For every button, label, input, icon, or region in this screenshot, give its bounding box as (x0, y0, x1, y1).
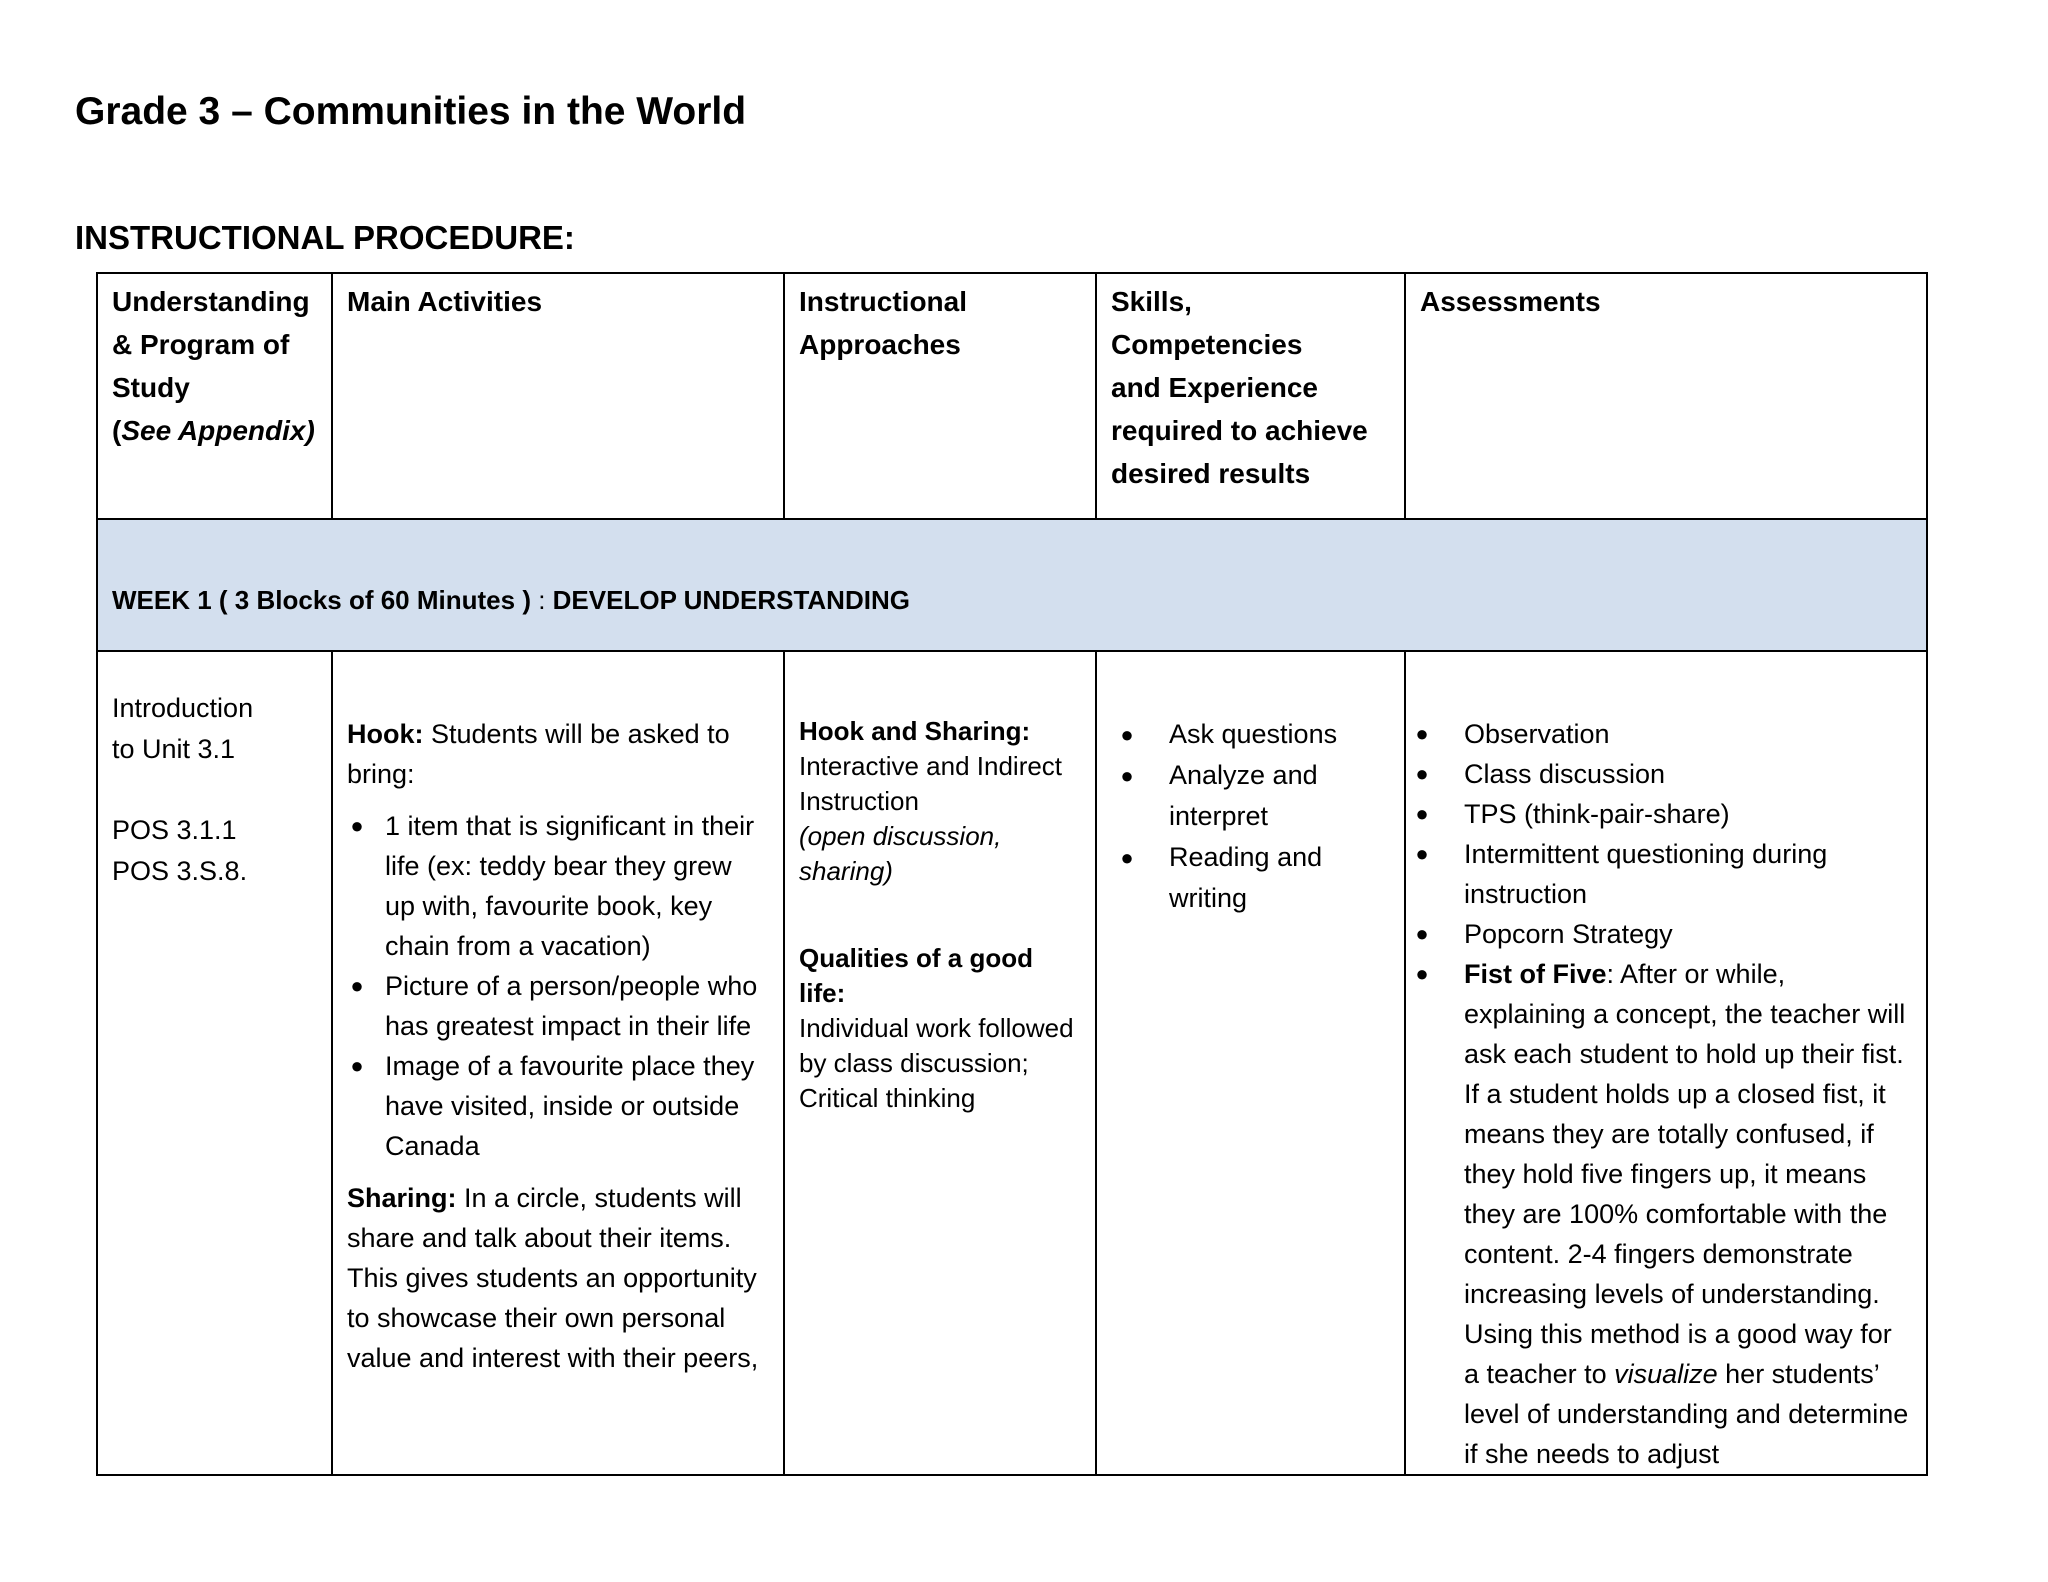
list-item (1415, 754, 1912, 794)
bullet-icon: ● (350, 1053, 364, 1078)
header-instructional-approaches (784, 273, 1096, 519)
bullet-icon: ● (1120, 722, 1134, 747)
bullet-icon: ● (1415, 721, 1429, 746)
list-item-text: Image of a favourite place they have visited, inside or outside Canada (385, 1051, 755, 1161)
list-item-text: Class discussion (1464, 759, 1666, 789)
sharing-text: In a circle, students will share and talk about their items. This gives students an opportunity to showcase their own personal value and interest with their peers, (347, 1183, 759, 1373)
appendix-paren: ( (112, 415, 122, 446)
bullet-icon: ● (350, 973, 364, 998)
header-skills-line1: Skills, Competencies (1111, 286, 1303, 360)
cell-skills (1096, 651, 1405, 1475)
week-banner (97, 519, 1927, 651)
list-item-text: 1 item that is significant in their life (ex: teddy bear they grew up with, favourite book, key chain from a vacation) (385, 811, 755, 961)
header-understanding-line1: Understanding (112, 286, 310, 317)
list-item-text: Popcorn Strategy (1464, 919, 1673, 949)
approach-title: Qualities of a good life: (799, 943, 1034, 1008)
document-title: Grade 3 – Communities in the World (75, 90, 747, 133)
list-item (1120, 755, 1394, 837)
list-item-text: Reading and writing (1169, 842, 1323, 913)
week-focus: DEVELOP UNDERSTANDING (552, 585, 910, 615)
section-heading: INSTRUCTIONAL PROCEDURE: (75, 219, 575, 256)
header-assessments-label: Assessments (1420, 286, 1601, 317)
fist-of-five-text: : After or while, explaining a concept, the teacher will ask each student to hold up their fist. If a student holds up a closed fist, it means they are totally confused, if they hold five fingers up, it means they are 100% comfortable with the content. 2-4 fingers demonstrate increasing levels of understanding. Using this method is a good way for a teacher to (1464, 959, 1906, 1389)
header-skills (1096, 273, 1405, 519)
hook-label: Hook: (347, 719, 424, 749)
hook-text: Students will be asked to bring: (347, 719, 730, 789)
hook-paragraph (347, 714, 769, 794)
header-skills-line3: required to achieve (1111, 415, 1368, 446)
header-row (97, 273, 1927, 519)
list-item (1415, 794, 1912, 834)
appendix-note: See Appendix) (121, 415, 315, 446)
header-main-activities-label: Main Activities (347, 286, 543, 317)
pos-code: POS 3.1.1 (112, 815, 237, 845)
list-item (1415, 954, 1912, 1474)
week-label: WEEK 1 ( 3 Blocks of 60 Minutes ) (112, 585, 531, 615)
header-understanding-line2: & Program of (112, 329, 290, 360)
sharing-paragraph (347, 1178, 769, 1378)
list-item-text: Picture of a person/people who has greatest impact in their life (385, 971, 758, 1041)
approach-text: Individual work followed by class discussion; Critical thinking (799, 1013, 1074, 1113)
fist-of-five-label: Fist of Five (1464, 959, 1607, 989)
header-skills-line4: desired results (1111, 458, 1311, 489)
sharing-label: Sharing: (347, 1183, 457, 1213)
list-item (350, 1046, 769, 1166)
list-item (1120, 714, 1394, 755)
list-item (1415, 834, 1912, 914)
hook-list (347, 806, 769, 1166)
cell-assessments (1405, 651, 1927, 1475)
header-main-activities (332, 273, 784, 519)
bullet-icon: ● (1415, 801, 1429, 826)
week-separator: : (530, 585, 553, 615)
approach-italic-note: (open discussion, sharing) (799, 821, 1002, 886)
header-understanding (97, 273, 332, 519)
intro-line1: Introduction (112, 693, 254, 723)
week-row (97, 519, 1927, 651)
header-understanding-appendix (112, 409, 317, 452)
bullet-icon: ● (350, 813, 364, 838)
pos-code: POS 3.S.8. (112, 856, 248, 886)
bullet-icon: ● (1415, 921, 1429, 946)
approach-title: Hook and Sharing: (799, 716, 1031, 746)
fist-of-five-italic: visualize (1614, 1359, 1718, 1389)
cell-main-activities (332, 651, 784, 1475)
header-approaches-line1: Instructional (799, 286, 968, 317)
cell-understanding (97, 651, 332, 1475)
approach-text: Interactive and Indirect Instruction (799, 751, 1063, 816)
fist-of-five-text-end: her students’ level of understanding and determine if she needs to adjust (1464, 1359, 1909, 1469)
list-item (1415, 714, 1912, 754)
list-item-text: TPS (think-pair-share) (1464, 799, 1730, 829)
instructional-procedure-table (96, 272, 1928, 1476)
bullet-icon: ● (1415, 841, 1429, 866)
list-item-text: Analyze and interpret (1169, 760, 1318, 831)
bullet-icon: ● (1120, 763, 1134, 788)
header-approaches-line2: Approaches (799, 329, 961, 360)
list-item-text: Ask questions (1169, 719, 1338, 749)
bullet-icon: ● (1415, 761, 1429, 786)
list-item-text: Observation (1464, 719, 1610, 749)
assessments-list (1412, 714, 1912, 1474)
list-item (350, 806, 769, 966)
table-row (97, 651, 1927, 1475)
list-item-text: Intermittent questioning during instruction (1464, 839, 1828, 909)
header-understanding-line3: Study (112, 372, 190, 403)
bullet-icon: ● (1415, 961, 1429, 986)
intro-line2: to Unit 3.1 (112, 734, 236, 764)
list-item (350, 966, 769, 1046)
list-item (1120, 837, 1394, 919)
cell-approaches (784, 651, 1096, 1475)
list-item (1415, 914, 1912, 954)
bullet-icon: ● (1120, 845, 1134, 870)
header-assessments (1405, 273, 1927, 519)
header-skills-line2: and Experience (1111, 372, 1318, 403)
skills-list (1117, 714, 1394, 919)
